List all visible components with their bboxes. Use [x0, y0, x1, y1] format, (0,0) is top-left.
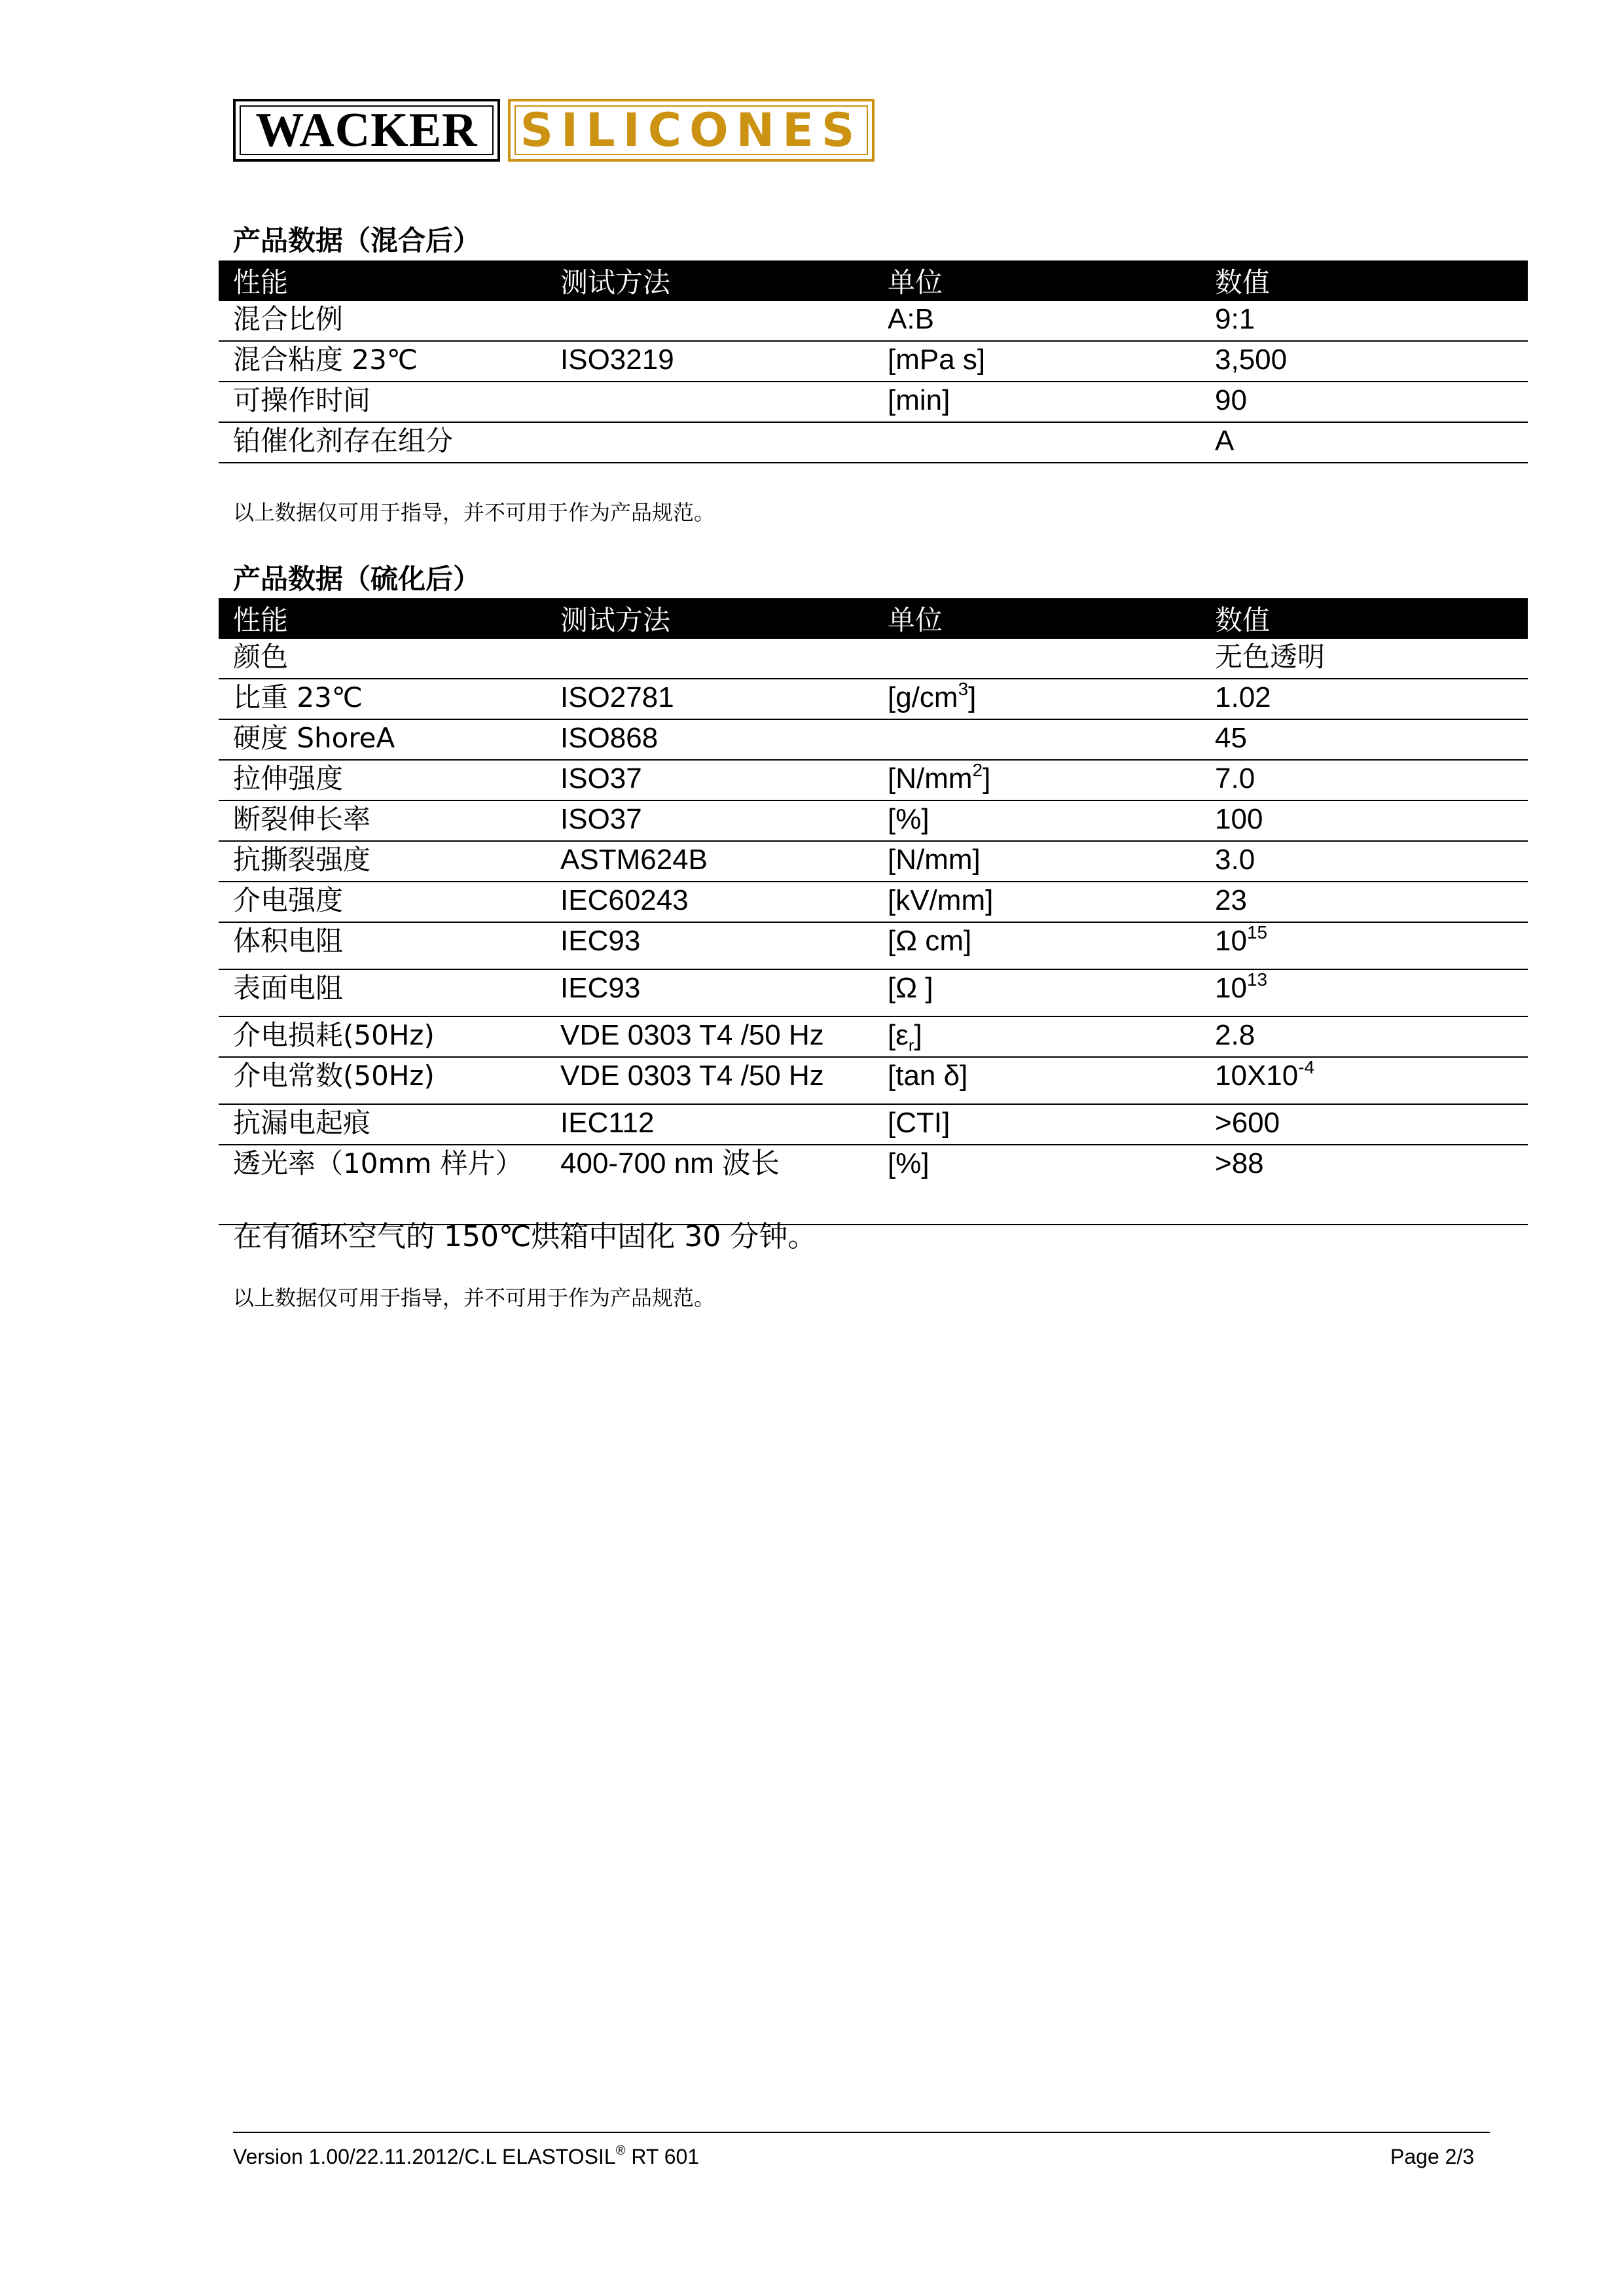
- cell-unit: [tan δ]: [873, 1057, 1200, 1104]
- cell-value: 2.8: [1200, 1016, 1528, 1057]
- table-row: [219, 639, 1528, 679]
- table-header-row: [219, 260, 1528, 301]
- cell-test-method: [546, 422, 873, 463]
- cell-unit: [mPa s]: [873, 341, 1200, 382]
- header-test-method: 测试方法: [546, 260, 873, 301]
- value-exponent: 13: [1246, 969, 1268, 990]
- cell-property: 抗撕裂强度: [219, 841, 546, 882]
- header-unit: 单位: [873, 260, 1200, 301]
- table-row: [219, 969, 1528, 1016]
- cell-unit: [min]: [873, 382, 1200, 422]
- footer-divider: [233, 2132, 1490, 2133]
- cell-unit: [N/mm]: [873, 841, 1200, 882]
- footer-version-text: Version 1.00/22.11.2012/C.L ELASTOSIL: [233, 2145, 616, 2168]
- unit-text: ]: [968, 681, 977, 713]
- table-row: [219, 1104, 1528, 1145]
- cell-value: 45: [1200, 719, 1528, 760]
- table-row: [219, 301, 1528, 341]
- disclaimer-note-1: 以上数据仅可用于指导，并不可用于作为产品规范。: [233, 500, 715, 525]
- table-row: [219, 922, 1528, 969]
- table-row: [219, 341, 1528, 382]
- header-test-method: 测试方法: [546, 598, 873, 639]
- table-row: [219, 760, 1528, 800]
- header-value: 数值: [1200, 260, 1528, 301]
- table-row: [219, 422, 1528, 463]
- cell-unit: [873, 679, 1200, 719]
- table-row: [219, 1057, 1528, 1104]
- value-text: 10: [1215, 972, 1247, 1004]
- table-row: [219, 1016, 1528, 1057]
- cell-value: 23: [1200, 882, 1528, 922]
- cell-unit: [kV/mm]: [873, 882, 1200, 922]
- cell-test-method: IEC112: [546, 1104, 873, 1145]
- section-title-mixed: 产品数据（混合后）: [233, 224, 481, 257]
- cell-value: 3,500: [1200, 341, 1528, 382]
- unit-text: [ε: [888, 1019, 909, 1051]
- cured-properties-table: [219, 598, 1528, 1225]
- cell-property: 比重 23℃: [219, 679, 546, 719]
- table-row: [219, 719, 1528, 760]
- cell-value: >600: [1200, 1104, 1528, 1145]
- cell-property: 可操作时间: [219, 382, 546, 422]
- cell-property: 抗漏电起痕: [219, 1104, 546, 1145]
- cell-test-method: VDE 0303 T4 /50 Hz: [546, 1057, 873, 1104]
- table-header-row: [219, 598, 1528, 639]
- cell-unit: [873, 639, 1200, 679]
- cell-value: 1.02: [1200, 679, 1528, 719]
- registered-mark: ®: [615, 2144, 626, 2158]
- cell-test-method: ISO37: [546, 800, 873, 841]
- cell-test-method: [546, 301, 873, 341]
- cell-value: 7.0: [1200, 760, 1528, 800]
- value-text: 10: [1215, 925, 1247, 957]
- cell-unit: [873, 422, 1200, 463]
- cure-condition-note: 在有循环空气的 150℃烘箱中固化 30 分钟。: [233, 1220, 817, 1253]
- unit-text: [g/cm: [888, 681, 958, 713]
- unit-text: ]: [914, 1019, 922, 1051]
- table-row: [219, 800, 1528, 841]
- cell-unit: [Ω cm]: [873, 922, 1200, 969]
- cell-value: 9:1: [1200, 301, 1528, 341]
- cell-value: [1200, 922, 1528, 969]
- table-row: [219, 882, 1528, 922]
- cell-value: A: [1200, 422, 1528, 463]
- logo-wacker-text: WACKER: [233, 99, 500, 162]
- cell-property: 混合比例: [219, 301, 546, 341]
- cell-unit: [%]: [873, 800, 1200, 841]
- cell-test-method: IEC93: [546, 922, 873, 969]
- unit-text: [N/mm: [888, 762, 973, 795]
- cell-test-method: VDE 0303 T4 /50 Hz: [546, 1016, 873, 1057]
- mixed-properties-table: [219, 260, 1528, 463]
- unit-subscript: r: [908, 1035, 914, 1055]
- cell-property: 透光率（10mm 样片）: [219, 1145, 546, 1225]
- cell-property: 断裂伸长率: [219, 800, 546, 841]
- cell-property: 硬度 ShoreA: [219, 719, 546, 760]
- cell-value: [1200, 1057, 1528, 1104]
- footer-version: [233, 2145, 699, 2169]
- header-value: 数值: [1200, 598, 1528, 639]
- cell-test-method: ISO2781: [546, 679, 873, 719]
- cell-unit: [873, 760, 1200, 800]
- value-text: 10X10: [1215, 1060, 1299, 1092]
- cell-unit: [%]: [873, 1145, 1200, 1225]
- wacker-silicones-logo: [233, 99, 875, 162]
- cell-property: 介电常数(50Hz): [219, 1057, 546, 1104]
- cell-property: 拉伸强度: [219, 760, 546, 800]
- header-property: 性能: [219, 260, 546, 301]
- cell-property: 介电损耗(50Hz): [219, 1016, 546, 1057]
- header-unit: 单位: [873, 598, 1200, 639]
- cell-test-method: ASTM624B: [546, 841, 873, 882]
- cell-test-method: ISO37: [546, 760, 873, 800]
- logo-silicones-text: SILICONES: [508, 99, 875, 162]
- header-property: 性能: [219, 598, 546, 639]
- table-row: [219, 841, 1528, 882]
- cell-test-method: ISO868: [546, 719, 873, 760]
- unit-text: ]: [983, 762, 991, 795]
- page-number: Page 2/3: [1390, 2145, 1475, 2168]
- value-exponent: 15: [1246, 922, 1268, 942]
- value-exponent: -4: [1298, 1057, 1315, 1077]
- cell-test-method: IEC93: [546, 969, 873, 1016]
- cell-test-method: 400-700 nm 波长: [546, 1145, 873, 1225]
- cell-value: >88: [1200, 1145, 1528, 1225]
- section-title-cured: 产品数据（硫化后）: [233, 563, 481, 595]
- cell-test-method: [546, 639, 873, 679]
- cell-unit: [873, 1016, 1200, 1057]
- cell-property: 介电强度: [219, 882, 546, 922]
- cell-value: [1200, 969, 1528, 1016]
- cell-value: 3.0: [1200, 841, 1528, 882]
- cell-property: 表面电阻: [219, 969, 546, 1016]
- cell-test-method: IEC60243: [546, 882, 873, 922]
- disclaimer-note-2: 以上数据仅可用于指导，并不可用于作为产品规范。: [233, 1285, 715, 1310]
- cell-value: 无色透明: [1200, 639, 1528, 679]
- unit-superscript: 2: [972, 760, 983, 780]
- cell-property: 混合粘度 23℃: [219, 341, 546, 382]
- cell-value: 90: [1200, 382, 1528, 422]
- cell-unit: [Ω ]: [873, 969, 1200, 1016]
- cell-test-method: [546, 382, 873, 422]
- cell-property: 颜色: [219, 639, 546, 679]
- cell-unit: A:B: [873, 301, 1200, 341]
- cell-property: 体积电阻: [219, 922, 546, 969]
- table-row: [219, 382, 1528, 422]
- footer-product-name: RT 601: [625, 2145, 700, 2168]
- unit-superscript: 3: [958, 679, 969, 699]
- cell-test-method: ISO3219: [546, 341, 873, 382]
- cell-property: 铂催化剂存在组分: [219, 422, 546, 463]
- table-row: [219, 679, 1528, 719]
- cell-unit: [873, 719, 1200, 760]
- cell-value: 100: [1200, 800, 1528, 841]
- cell-unit: [CTI]: [873, 1104, 1200, 1145]
